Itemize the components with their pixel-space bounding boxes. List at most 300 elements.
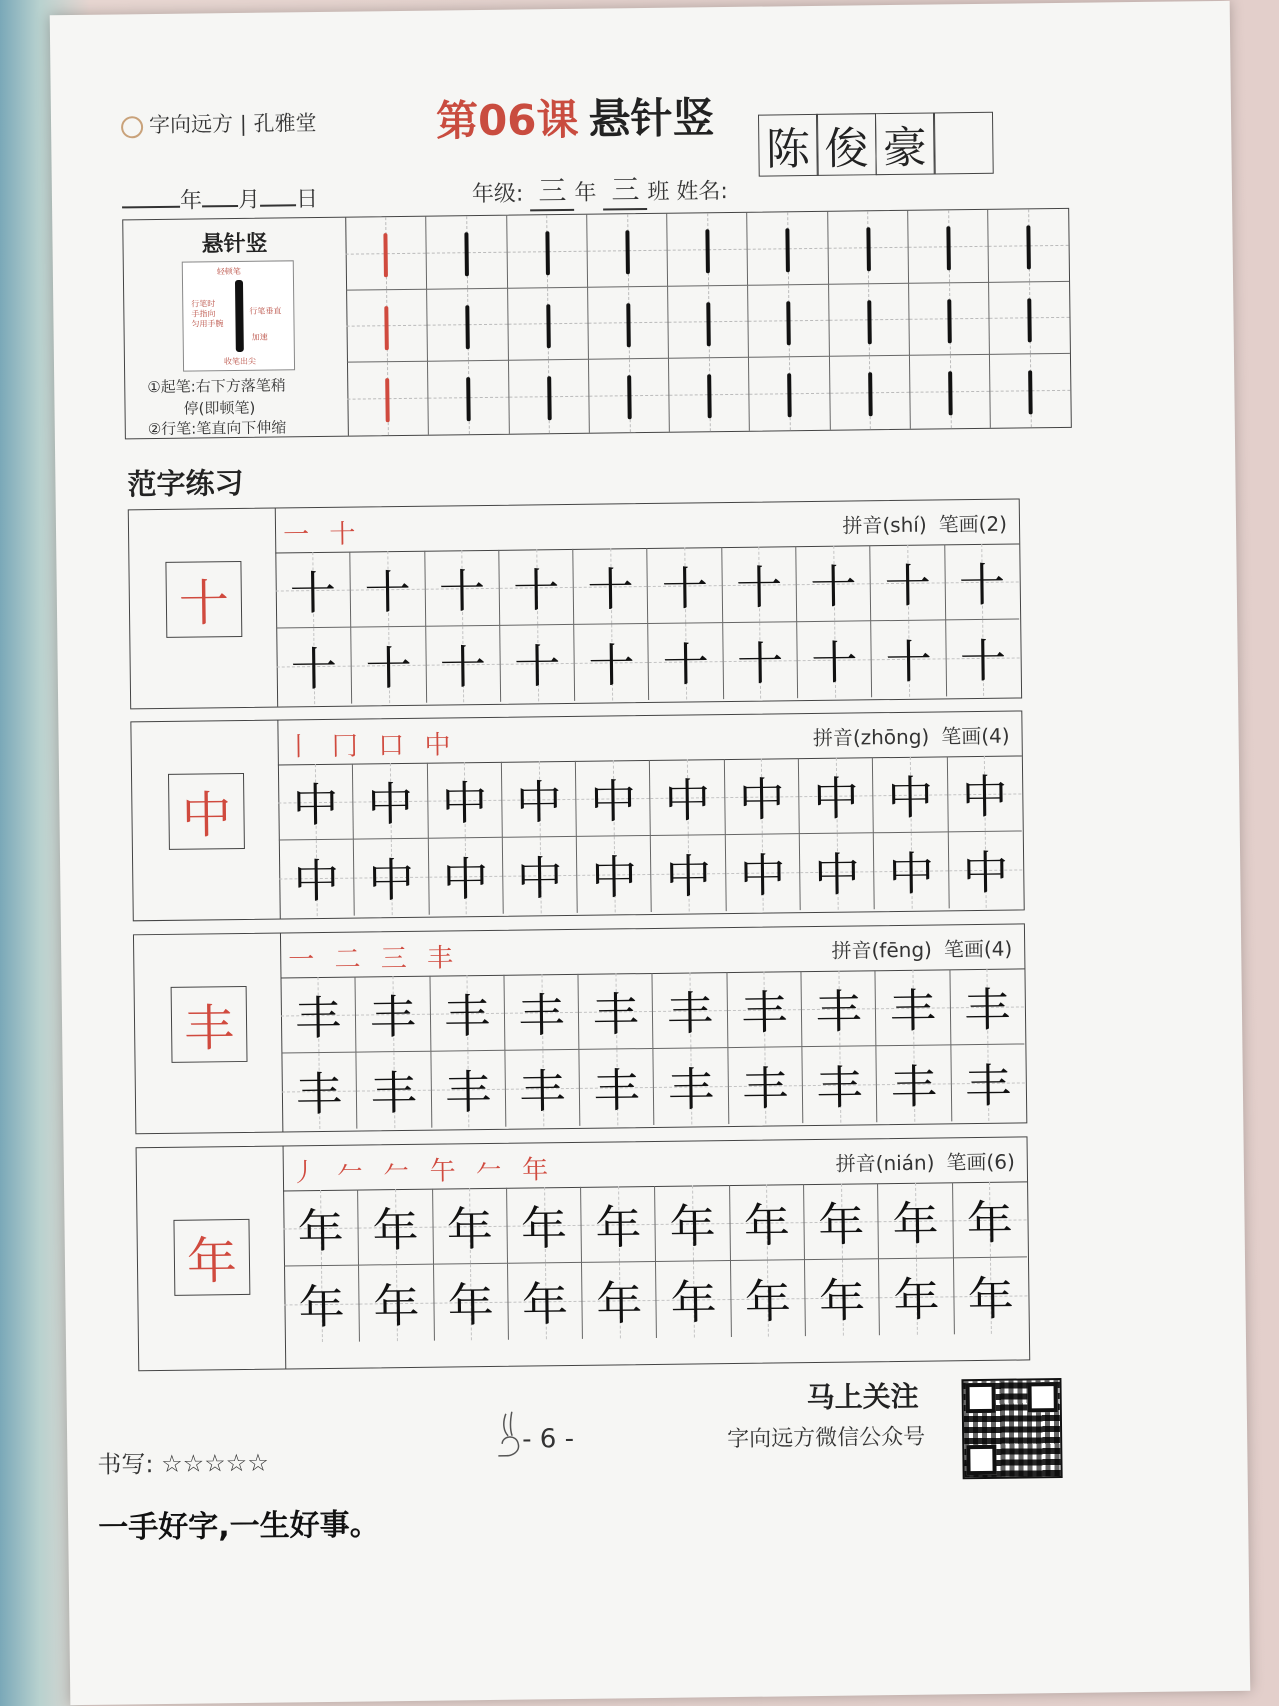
practice-cell[interactable]: [502, 837, 577, 914]
strokes: (2): [978, 511, 1008, 536]
handwritten-character: 丰: [741, 984, 788, 1040]
practice-cell[interactable]: [580, 1186, 655, 1263]
vertical-stroke: [385, 378, 390, 422]
practice-cell[interactable]: [424, 550, 499, 627]
practice-cell[interactable]: [952, 1181, 1027, 1258]
stroke-cell[interactable]: [748, 357, 829, 431]
stroke-note: ①起笔:右下方落笔稍: [147, 376, 286, 397]
stroke-cell[interactable]: [426, 288, 507, 362]
qr-code-icon[interactable]: [961, 1378, 1062, 1479]
practice-cell[interactable]: [576, 836, 651, 913]
practice-cell[interactable]: [878, 1258, 953, 1335]
stroke-cell[interactable]: [909, 355, 990, 429]
vertical-stroke: [786, 228, 791, 272]
stroke-cell[interactable]: [345, 217, 426, 291]
handwritten-character: 十: [959, 633, 1007, 689]
day-blank[interactable]: [260, 184, 296, 206]
handwritten-character: 中: [887, 770, 934, 825]
stroke-order: 丿 𠂉 𠂉 午 𠂉 年: [290, 1155, 555, 1189]
handwritten-character: 十: [290, 641, 338, 697]
handwritten-character: 年: [892, 1196, 939, 1251]
stroke-demo: [123, 218, 349, 439]
handwritten-character: 十: [365, 640, 412, 696]
practice-cell[interactable]: [280, 977, 355, 1054]
handwritten-character: 十: [735, 559, 783, 615]
handwritten-character: 丰: [890, 1059, 938, 1115]
stroke-cell[interactable]: [829, 356, 910, 430]
practice-cell[interactable]: [578, 973, 653, 1050]
practice-cell[interactable]: [803, 1183, 878, 1260]
stroke-cell[interactable]: [586, 214, 667, 288]
pinyin-label: 拼音: [812, 725, 854, 751]
practice-cell[interactable]: [804, 1259, 879, 1336]
practice-cell[interactable]: [504, 1050, 579, 1127]
demo-label: 收笔出尖: [223, 356, 257, 367]
grade-value[interactable]: 三: [530, 169, 575, 212]
wechat-label: 字向远方微信公众号: [727, 1424, 926, 1453]
handwritten-character: 中: [516, 851, 564, 906]
practice-cell[interactable]: [655, 1261, 730, 1338]
handwritten-character: 年: [893, 1272, 940, 1328]
practice-cell[interactable]: [429, 975, 504, 1052]
practice-cell[interactable]: [801, 1046, 876, 1123]
practice-cell[interactable]: [357, 1189, 432, 1266]
practice-cell[interactable]: [356, 1052, 431, 1129]
practice-grid: [275, 543, 1020, 704]
handwritten-character: 中: [293, 853, 340, 909]
character-block: [128, 498, 1022, 709]
stroke-cell[interactable]: [346, 289, 427, 363]
vertical-stroke: [1029, 370, 1034, 414]
pinyin: (shí): [882, 512, 927, 538]
handwritten-character: 中: [442, 851, 489, 907]
handwritten-character: 年: [818, 1273, 866, 1328]
practice-cell[interactable]: [647, 547, 722, 624]
practice-cell[interactable]: [572, 548, 647, 625]
vertical-stroke: [383, 233, 388, 277]
qr-finder: [966, 1383, 996, 1413]
stroke-cell[interactable]: [587, 286, 668, 360]
handwritten-character: 十: [810, 558, 857, 614]
stroke-grid: [345, 209, 1070, 436]
vertical-stroke: [866, 227, 871, 271]
vertical-stroke: [868, 372, 873, 416]
vertical-stroke: [707, 374, 712, 418]
qr-finder: [966, 1445, 996, 1475]
practice-cell[interactable]: [726, 971, 801, 1048]
pinyin: (nián): [875, 1150, 935, 1176]
handwritten-character: 中: [664, 772, 711, 828]
vertical-stroke: [706, 302, 711, 346]
handwritten-character: 十: [662, 637, 710, 692]
lesson-number: 第06课: [435, 94, 579, 146]
stroke-cell[interactable]: [827, 211, 908, 285]
practice-cell[interactable]: [721, 546, 796, 623]
practice-cell[interactable]: [507, 1263, 582, 1340]
model-area: [129, 509, 278, 709]
vertical-stroke: [1028, 298, 1033, 342]
practice-cell[interactable]: [351, 627, 426, 704]
class-value[interactable]: 三: [603, 168, 648, 211]
character-block: [130, 710, 1024, 921]
handwritten-character: 丰: [815, 983, 862, 1039]
vertical-stroke: [546, 304, 551, 348]
handwritten-character: 年: [744, 1274, 792, 1329]
handwritten-character: 年: [446, 1201, 494, 1257]
stroke-cell[interactable]: [347, 362, 428, 436]
handwritten-character: 十: [512, 562, 560, 618]
practice-cell[interactable]: [355, 976, 430, 1053]
handwritten-character: 中: [738, 771, 786, 827]
pinyin-strokes: [835, 1146, 1014, 1177]
practice-cell[interactable]: [281, 1053, 356, 1130]
name-boxes: [759, 112, 994, 177]
handwritten-character: 中: [589, 773, 637, 829]
handwritten-character: 年: [298, 1279, 345, 1335]
practice-cell[interactable]: [730, 1260, 805, 1337]
grade-line: [472, 167, 728, 212]
stroke-cell[interactable]: [426, 216, 507, 290]
handwritten-character: 丰: [592, 986, 640, 1042]
stroke-cell[interactable]: [508, 360, 589, 434]
vertical-stroke: [626, 303, 631, 347]
grade-label: 年级:: [471, 181, 524, 208]
practice-cell[interactable]: [358, 1265, 433, 1342]
handwritten-character: 丰: [295, 1066, 343, 1122]
strokes-label: 笔画: [941, 723, 982, 749]
handwritten-character: 十: [289, 565, 337, 620]
handwritten-character: 年: [669, 1198, 717, 1254]
handwritten-character: 十: [661, 560, 709, 616]
practice-cell[interactable]: [950, 1044, 1025, 1121]
practice-cell[interactable]: [279, 840, 354, 917]
practice-cell[interactable]: [498, 549, 573, 626]
handwritten-character: 年: [743, 1197, 791, 1253]
model-area: [131, 721, 280, 921]
practice-cell[interactable]: [433, 1264, 508, 1341]
stroke-cell[interactable]: [988, 209, 1069, 283]
handwritten-character: 中: [665, 849, 712, 904]
handwritten-character: 十: [884, 558, 932, 613]
handwritten-character: 年: [596, 1276, 643, 1331]
practice-cell[interactable]: [275, 552, 350, 629]
vertical-stroke: [706, 229, 711, 273]
practice-cell[interactable]: [872, 756, 947, 833]
rating-label: 书写:: [97, 1450, 154, 1479]
practice-cell[interactable]: [579, 1049, 654, 1126]
handwritten-character: 年: [297, 1203, 345, 1258]
handwritten-character: 十: [439, 639, 487, 695]
stroke-cell[interactable]: [507, 287, 588, 361]
handwritten-character: 丰: [519, 1064, 566, 1119]
name-label: 姓名:: [676, 179, 728, 205]
stroke-cell[interactable]: [747, 212, 828, 286]
handwritten-character: 年: [372, 1202, 419, 1257]
model-character: 年: [173, 1219, 250, 1296]
handwritten-character: 中: [515, 774, 563, 830]
practice-cell[interactable]: [499, 625, 574, 702]
stroke-cell[interactable]: [907, 210, 988, 284]
pinyin: (fēng): [871, 937, 933, 963]
practice-cell[interactable]: [653, 1048, 728, 1125]
pinyin-strokes: [831, 933, 1012, 964]
practice-cell[interactable]: [949, 968, 1024, 1045]
handwritten-character: 丰: [443, 988, 491, 1044]
practice-cell[interactable]: [953, 1257, 1028, 1334]
stroke-cell[interactable]: [908, 282, 989, 356]
qr-finder: [1027, 1382, 1057, 1412]
vertical-stroke: [547, 376, 552, 420]
handwritten-character: 丰: [294, 990, 342, 1045]
worksheet: [50, 1, 1251, 1705]
practice-cell[interactable]: [727, 1047, 802, 1124]
logo-icon: [121, 116, 143, 138]
practice-cell[interactable]: [722, 622, 797, 699]
page-title: [436, 85, 715, 148]
practice-cell[interactable]: [284, 1266, 359, 1343]
pinyin-label: 拼音: [842, 513, 883, 538]
practice-cell[interactable]: [945, 619, 1020, 696]
vertical-stroke: [948, 371, 953, 415]
vertical-stroke: [788, 373, 793, 417]
strokes: (4): [981, 723, 1010, 748]
stroke-order: 丨 冂 口 中: [285, 730, 457, 763]
handwritten-character: 丰: [741, 1061, 789, 1116]
practice-cell[interactable]: [875, 969, 950, 1046]
handwritten-character: 年: [521, 1277, 569, 1332]
pinyin: (zhōng): [852, 724, 930, 750]
year-suffix: 年: [574, 180, 597, 206]
practice-cell[interactable]: [352, 763, 427, 840]
vertical-stroke: [465, 232, 470, 276]
handwritten-character: 年: [447, 1277, 495, 1333]
vertical-stroke: [625, 230, 630, 274]
practice-cell[interactable]: [947, 755, 1022, 832]
stroke-cell[interactable]: [506, 215, 587, 289]
stroke-diagram: [182, 260, 295, 371]
pinyin-label: 拼音: [831, 938, 872, 963]
demo-label: 轻顿笔: [216, 266, 241, 277]
practice-cell[interactable]: [725, 834, 800, 911]
stroke-illustration: [235, 280, 244, 352]
practice-cell[interactable]: [876, 1045, 951, 1122]
practice-cell[interactable]: [430, 1051, 505, 1128]
model-character: 中: [168, 773, 245, 850]
handwritten-character: 中: [813, 847, 861, 902]
handwritten-character: 丰: [816, 1060, 863, 1115]
strokes: (6): [986, 1149, 1015, 1174]
stroke-cell[interactable]: [988, 281, 1069, 355]
handwritten-character: 十: [736, 636, 784, 691]
pinyin-label: 拼音: [835, 1151, 876, 1176]
model-area: [134, 934, 283, 1134]
practice-cell[interactable]: [796, 621, 871, 698]
practice-cell[interactable]: [947, 831, 1022, 908]
practice-cell[interactable]: [729, 1184, 804, 1261]
pinyin-strokes: [813, 720, 1010, 751]
section-title: 范字练习: [127, 465, 244, 502]
practice-cell[interactable]: [870, 544, 945, 621]
handwritten-character: 中: [962, 845, 1009, 901]
practice-cell[interactable]: [944, 543, 1019, 620]
practice-cell[interactable]: [501, 761, 576, 838]
handwritten-character: 年: [670, 1275, 717, 1330]
stroke-cell[interactable]: [668, 358, 749, 432]
stroke-note: 停(即顿笔): [183, 398, 256, 418]
practice-cell[interactable]: [426, 762, 501, 839]
practice-cell[interactable]: [506, 1187, 581, 1264]
stroke-cell[interactable]: [588, 359, 669, 433]
stroke-title: 悬针竖: [201, 231, 268, 258]
handwritten-character: 中: [366, 776, 414, 831]
handwritten-character: 年: [373, 1278, 420, 1334]
practice-cell[interactable]: [350, 551, 425, 628]
name-char[interactable]: 俊: [816, 113, 877, 176]
handwritten-character: 中: [441, 775, 488, 831]
stroke-cell[interactable]: [989, 354, 1070, 428]
handwritten-character: 丰: [518, 987, 565, 1043]
stroke-cell[interactable]: [667, 285, 748, 359]
practice-cell[interactable]: [425, 626, 500, 703]
practice-cell[interactable]: [575, 760, 650, 837]
handwritten-character: 丰: [889, 983, 937, 1038]
practice-cell[interactable]: [795, 545, 870, 622]
handwritten-character: 丰: [666, 985, 714, 1041]
handwritten-character: 丰: [369, 989, 417, 1044]
practice-grid: [280, 968, 1025, 1129]
handwritten-character: 十: [513, 639, 561, 694]
character-block: [133, 923, 1027, 1134]
handwritten-character: 丰: [667, 1062, 715, 1117]
handwritten-character: 十: [811, 635, 858, 691]
vertical-stroke: [627, 375, 632, 419]
writing-rating: [97, 1443, 269, 1480]
practice-cell[interactable]: [873, 832, 948, 909]
stroke-order: 一 二 三 丰: [288, 943, 460, 976]
handwritten-character: 十: [588, 638, 635, 693]
handwritten-character: 年: [967, 1271, 1015, 1327]
handwritten-character: 丰: [370, 1065, 418, 1121]
practice-cell[interactable]: [278, 764, 353, 841]
slogan: 一手好字,一生好事。: [97, 1507, 380, 1546]
practice-cell[interactable]: [652, 972, 727, 1049]
handwritten-character: 年: [520, 1200, 568, 1256]
handwritten-character: 丰: [444, 1064, 492, 1120]
model-character: 丰: [171, 986, 248, 1063]
practice-grid: [283, 1181, 1028, 1342]
practice-cell[interactable]: [871, 620, 946, 697]
strokes-label: 笔画: [943, 936, 984, 962]
demo-label: 加速: [251, 332, 268, 342]
handwritten-character: 十: [587, 561, 634, 617]
practice-cell[interactable]: [798, 757, 873, 834]
practice-cell[interactable]: [503, 974, 578, 1051]
name-char[interactable]: [933, 112, 994, 175]
practice-cell[interactable]: [649, 759, 724, 836]
handwritten-character: 中: [812, 770, 860, 826]
practice-cell[interactable]: [581, 1262, 656, 1339]
date-line: [122, 182, 318, 215]
strokes-label: 笔画: [938, 511, 979, 537]
month-blank[interactable]: [202, 185, 238, 207]
vertical-stroke: [466, 305, 471, 349]
lesson-topic: 悬针竖: [588, 93, 715, 144]
vertical-stroke: [946, 226, 951, 270]
stroke-cell[interactable]: [748, 284, 829, 358]
practice-cell[interactable]: [573, 624, 648, 701]
handwritten-character: 年: [595, 1199, 642, 1255]
stroke-cell[interactable]: [666, 213, 747, 287]
demo-label: 行笔垂直: [249, 306, 282, 316]
name-char[interactable]: 豪: [874, 112, 935, 175]
handwritten-character: 中: [292, 777, 339, 832]
pinyin-strokes: [842, 508, 1007, 539]
practice-cell[interactable]: [799, 833, 874, 910]
handwritten-character: 十: [958, 557, 1006, 612]
handwritten-character: 年: [966, 1195, 1014, 1250]
stroke-note: ②行笔:笔直向下伸缩: [147, 418, 287, 439]
vertical-stroke: [384, 306, 389, 350]
vertical-stroke: [545, 231, 550, 275]
practice-cell[interactable]: [427, 838, 502, 915]
practice-cell[interactable]: [877, 1182, 952, 1259]
character-block: [136, 1136, 1031, 1371]
vertical-stroke: [466, 377, 471, 421]
handwritten-character: 年: [817, 1196, 865, 1252]
practice-cell[interactable]: [650, 835, 725, 912]
day-label: 日: [295, 187, 319, 213]
stroke-order: 一 十: [282, 519, 362, 551]
handwritten-character: 丰: [593, 1063, 641, 1118]
logo-text: 字向远方 | 孔雅堂: [148, 111, 317, 138]
practice-cell[interactable]: [655, 1185, 730, 1262]
year-blank[interactable]: [122, 186, 180, 209]
model-character: 十: [165, 561, 242, 638]
stroke-practice: [122, 208, 1072, 440]
handwritten-character: 十: [885, 634, 933, 690]
practice-cell[interactable]: [276, 628, 351, 705]
practice-grid: [278, 755, 1023, 916]
page-number: - 6 -: [521, 1423, 575, 1455]
stroke-cell[interactable]: [427, 361, 508, 435]
vertical-stroke: [947, 299, 952, 343]
handwritten-character: 丰: [964, 1058, 1012, 1114]
handwritten-character: 中: [590, 850, 638, 905]
class-suffix: 班: [647, 179, 670, 205]
stroke-cell[interactable]: [828, 283, 909, 357]
vertical-stroke: [867, 300, 872, 344]
vertical-stroke: [787, 301, 792, 345]
handwritten-character: 十: [364, 564, 412, 619]
practice-cell[interactable]: [724, 758, 799, 835]
practice-cell[interactable]: [432, 1188, 507, 1265]
name-char[interactable]: 陈: [757, 114, 818, 177]
month-label: 月: [237, 187, 261, 213]
demo-label: 匀用手腕: [191, 319, 224, 329]
year-label: 年: [179, 188, 203, 214]
brand-logo: [121, 107, 317, 139]
practice-cell[interactable]: [283, 1190, 358, 1267]
practice-cell[interactable]: [648, 623, 723, 700]
demo-label: 行笔时: [191, 299, 216, 309]
rating-stars[interactable]: ☆☆☆☆☆: [160, 1448, 269, 1479]
handwritten-character: 中: [739, 848, 787, 903]
practice-cell[interactable]: [353, 839, 428, 916]
practice-cell[interactable]: [801, 970, 876, 1047]
handwritten-character: 中: [367, 852, 415, 908]
handwritten-character: 丰: [963, 982, 1011, 1037]
demo-label: 手指向: [191, 309, 216, 319]
